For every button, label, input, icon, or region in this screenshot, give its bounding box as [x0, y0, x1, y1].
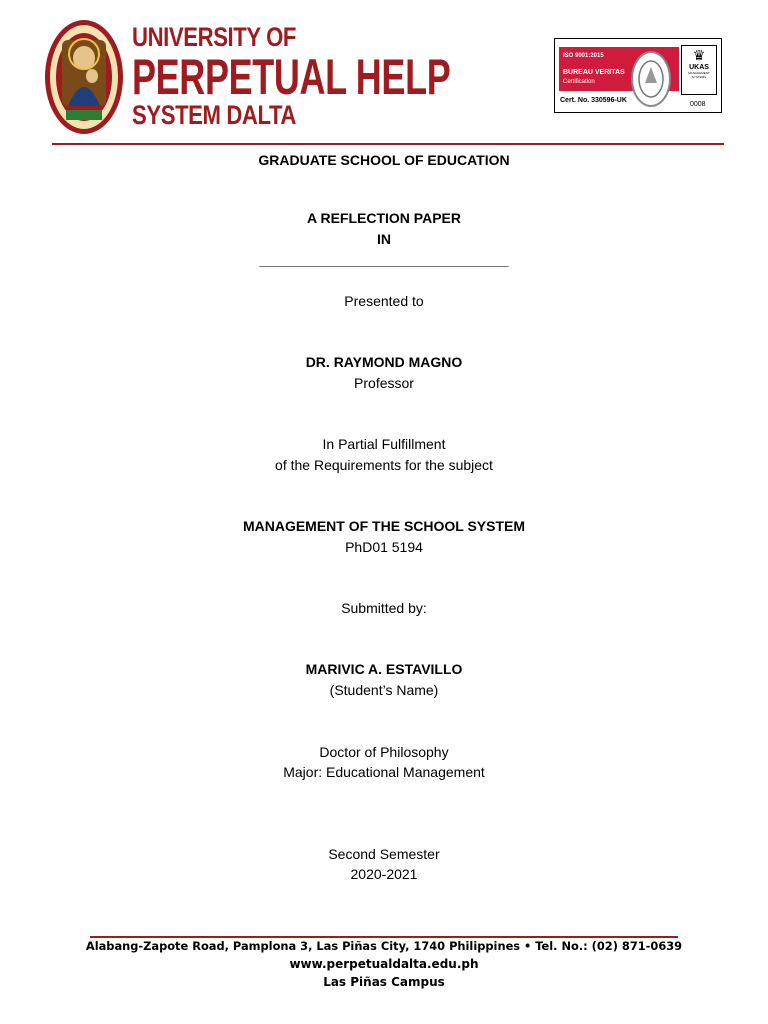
ukas-label: UKAS [689, 64, 709, 71]
paper-title: A REFLECTION PAPER [306, 210, 461, 226]
degree: Doctor of Philosophy [319, 744, 449, 760]
footer-address: Alabang-Zapote Road, Pamplona 3, Las Piñas City, 1740 Philippines • Tel. No.: (02) 871-0639 [85, 939, 683, 953]
major: Major: Educational Management [283, 764, 485, 780]
crown-icon: ♛ [692, 47, 706, 63]
subject-name: MANAGEMENT OF THE SCHOOL SYSTEM [242, 518, 526, 534]
certification-badge [554, 38, 722, 113]
student-name: MARIVIC A. ESTAVILLO [305, 661, 463, 677]
footer-website: www.perpetualdalta.edu.ph [289, 957, 479, 971]
fulfillment-line2: of the Requirements for the subject [275, 457, 493, 473]
presented-to-label: Presented to [344, 293, 424, 309]
semester: Second Semester [328, 846, 440, 862]
bureau-veritas-panel [559, 47, 679, 91]
ukas-sublabel: MANAGEMENT SYSTEMS [688, 71, 710, 79]
ukas-code: 0008 [690, 101, 706, 108]
school-heading: GRADUATE SCHOOL OF EDUCATION [258, 152, 510, 168]
certification-label: Certification [563, 79, 595, 85]
school-year: 2020-2021 [350, 866, 418, 882]
professor-name: DR. RAYMOND MAGNO [305, 354, 463, 370]
footer-campus: Las Piñas Campus [323, 975, 445, 989]
footer-divider [90, 936, 678, 938]
bureau-veritas-seal-icon [631, 51, 671, 107]
paper-in: IN [377, 231, 391, 247]
iso-label: ISO 9001:2015 [563, 53, 604, 59]
ukas-logo [681, 45, 717, 95]
seal-logo-icon [44, 18, 124, 136]
submitted-by-label: Submitted by: [341, 600, 427, 616]
professor-title: Professor [354, 375, 414, 391]
fulfillment-line1: In Partial Fulfillment [322, 436, 446, 452]
certificate-number: Cert. No. 330596-UK [560, 97, 627, 104]
university-name-line2: PERPETUAL HELP [132, 49, 451, 105]
header-divider [52, 143, 724, 145]
blank-subject-line: ________________________________ [259, 252, 509, 268]
subject-code: PhD01 5194 [345, 539, 423, 555]
bureau-veritas-label: BUREAU VERITAS [563, 69, 625, 76]
university-name-line3: SYSTEM DALTA [132, 100, 296, 130]
university-name [132, 24, 574, 129]
student-name-label: (Student’s Name) [329, 682, 439, 698]
university-name-line1: UNIVERSITY OF [132, 22, 297, 52]
university-seal [44, 18, 124, 136]
